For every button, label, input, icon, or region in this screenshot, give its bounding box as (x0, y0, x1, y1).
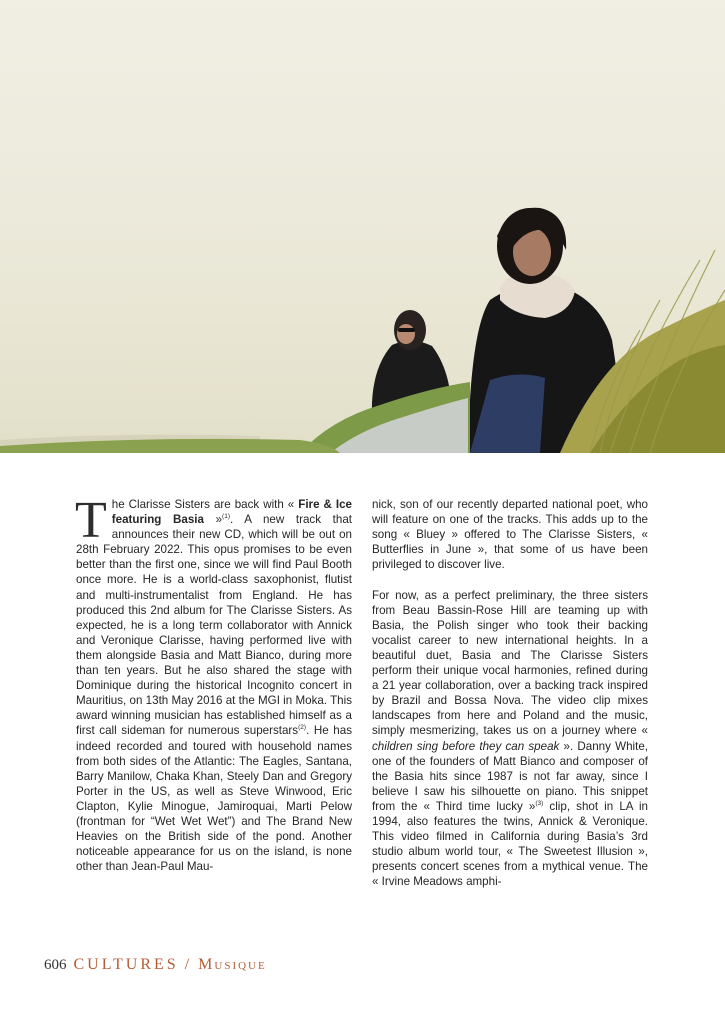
article-paragraph (372, 588, 648, 890)
text-run: For now, as a perfect preliminary, the three sisters from Beau Bassin-Rose Hill are teaming up with Basia, the Polish singer who took their backing vocalist career to new international heights. In a beautiful duet, Basia and The Clarisse Sisters perform their unique vocal harmonies, refined during a 21 year collaboration, over a backing track inspired by Brazil and Bossa Nova. The video clip mixes landscapes from here and Poland and the music, simply mesmerizing, takes us on a journey where « (372, 588, 648, 738)
song-title: Fire & Ice featuring Basia (111, 498, 352, 527)
text-run: clip, shot in LA in 1994, also features the twins, Annick & Veronique. This video filmed in California during Basia’s 3rd studio album world tour, « The Sweetest Illusion », presents concert scenes from a mythical venue. The « Irvine Meadows amphi- (372, 799, 648, 889)
drop-cap: T (75, 492, 107, 549)
text-run: . He has indeed recorded and toured with household names from both sides of the Atlantic: The Eagles, Santana, Barry Manilow, Chaka Khan, Steely Dan and Gregory Porter in the US, as well as Steve Winwood, Eric Clapton, Kylie Minogue, Jamiroquai, Marti Pelow (frontman for “Wet Wet Wet”) and The Brand New Heavies on the British side of the pond. Another noticeable appearance for us on the island, is none other than Jean-Paul Mau- (76, 724, 352, 874)
text-run: ». Danny White, one of the founders of Matt Bianco and composer of the Basia hits since 1987 is not far away, since I believe I saw his silhouette on piano. This snippet from the « Third time lucky » (372, 739, 648, 813)
footnote-ref: (1) (222, 513, 230, 521)
quote-italic: children sing before they can speak (372, 739, 560, 753)
footnote-ref: (3) (535, 800, 544, 808)
photo-illustration (0, 0, 725, 453)
article-paragraph (75, 492, 352, 874)
text-run: . A new track that announces their new CD, which will be out on 28th February 2022. This opus promises to be even better than the first one, since we will find Paul Booth once more. He is a world-class saxophonist, flutist and multi-instrumentalist from England. He has produced this 2nd album for The Clarisse Sisters. As expected, he is a long term collaborator with Annick and Veronique Clarisse, having performed live with them alongside Basia and Matt Bianco, during more than ten years. But he also shared the stage with Dominique during the historical Incognito concert in Mauritius, on 13th May 2016 at the MGI in Moka. This award winning musician has established himself as a first call sideman for numerous superstars (76, 513, 352, 738)
footnote-ref: (2) (298, 724, 307, 732)
text-run: he Clarisse Sisters are back with « (111, 498, 299, 511)
subsection-name: Musique (198, 956, 267, 973)
header-photo (0, 0, 725, 453)
section-name: CULTURES (73, 956, 179, 973)
article-column-left (75, 492, 352, 874)
article-column-right (372, 497, 648, 889)
page-footer (44, 956, 267, 978)
article-paragraph: nick, son of our recently departed national poet, who will feature on one of the tracks. This adds up to the song « Bluey » offered to The Clarisse Sisters, « Butterflies in June », that some of us have been privileged to discover live. (372, 498, 648, 572)
text-run: » (203, 513, 223, 527)
section-separator: / (184, 956, 190, 973)
page-number: 606 (44, 957, 67, 973)
